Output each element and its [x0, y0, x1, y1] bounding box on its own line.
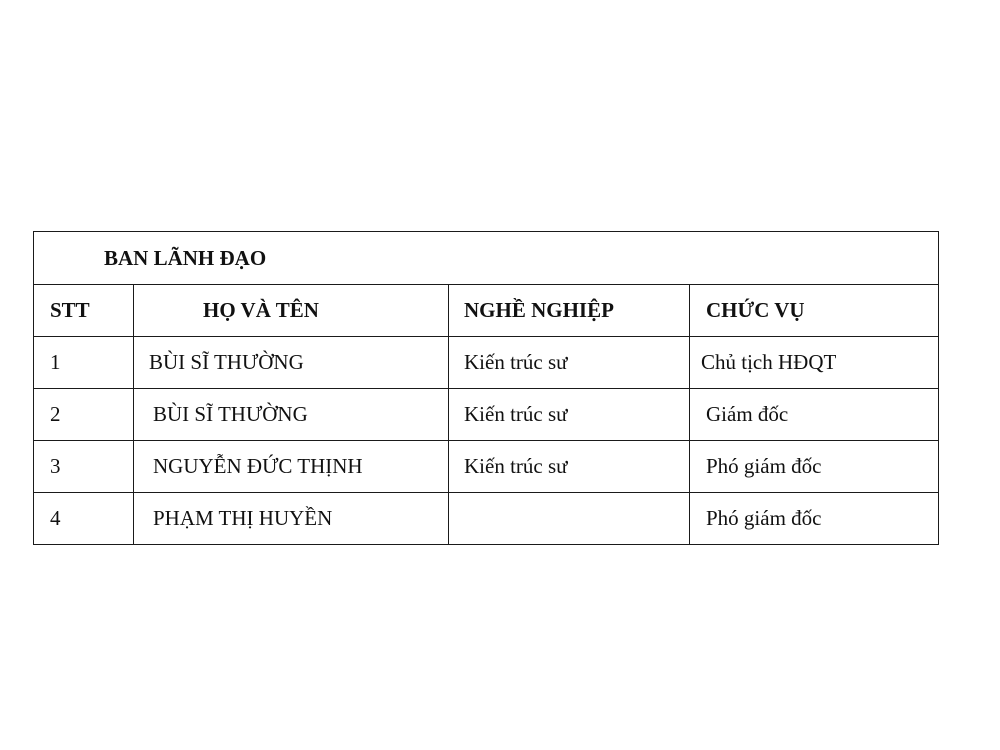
- cell-position: Giám đốc: [690, 389, 939, 441]
- cell-occupation: [449, 493, 690, 545]
- table-title-row: [34, 232, 939, 285]
- cell-stt: 2: [34, 389, 134, 441]
- header-stt: STT: [34, 285, 134, 337]
- cell-name: BÙI SĨ THƯỜNG: [134, 389, 449, 441]
- table-row: [34, 337, 939, 389]
- cell-position: Phó giám đốc: [690, 441, 939, 493]
- header-name: HỌ VÀ TÊN: [134, 285, 449, 337]
- cell-name: BÙI SĨ THƯỜNG: [134, 337, 449, 389]
- header-position: CHỨC VỤ: [690, 285, 939, 337]
- cell-stt: 1: [34, 337, 134, 389]
- table-row: [34, 493, 939, 545]
- header-occupation: NGHỀ NGHIỆP: [449, 285, 690, 337]
- cell-name: NGUYỄN ĐỨC THỊNH: [134, 441, 449, 493]
- leadership-table: [33, 231, 939, 545]
- table-row: [34, 389, 939, 441]
- cell-stt: 4: [34, 493, 134, 545]
- cell-position: Phó giám đốc: [690, 493, 939, 545]
- cell-name: PHẠM THỊ HUYỀN: [134, 493, 449, 545]
- table-title: BAN LÃNH ĐẠO: [34, 232, 939, 285]
- cell-stt: 3: [34, 441, 134, 493]
- cell-position: Chủ tịch HĐQT: [690, 337, 939, 389]
- cell-occupation: Kiến trúc sư: [449, 441, 690, 493]
- table-row: [34, 441, 939, 493]
- table-header-row: [34, 285, 939, 337]
- cell-occupation: Kiến trúc sư: [449, 337, 690, 389]
- cell-occupation: Kiến trúc sư: [449, 389, 690, 441]
